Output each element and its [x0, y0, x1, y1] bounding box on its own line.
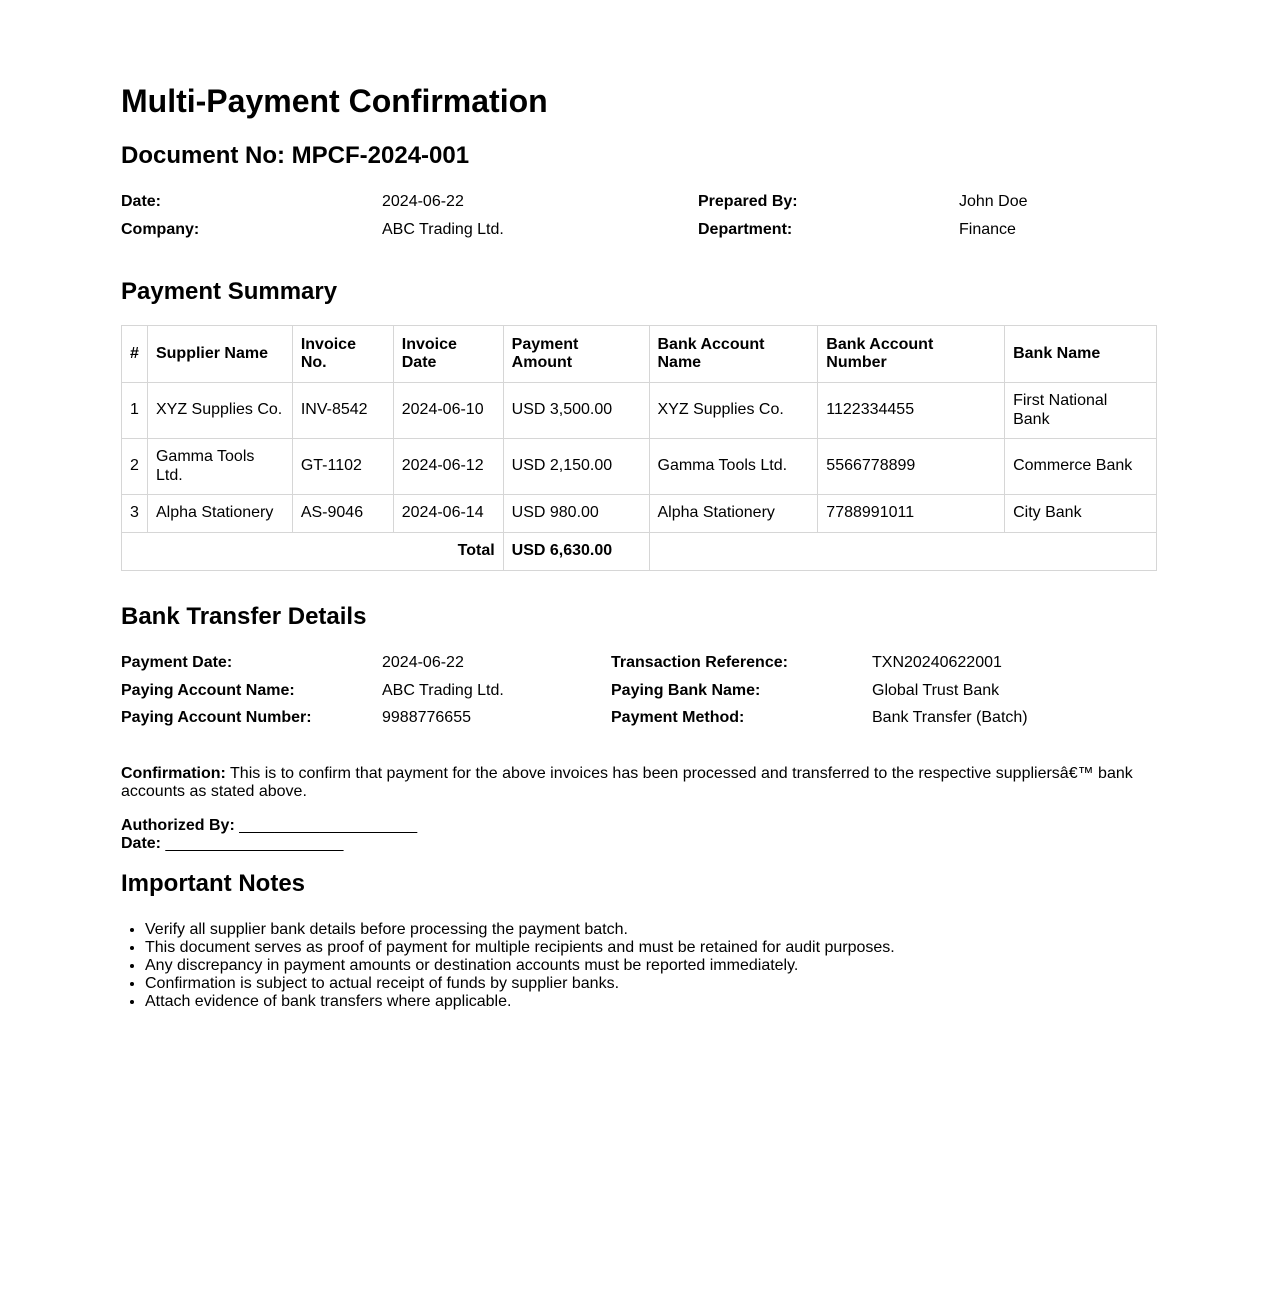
column-header: Bank Account Name: [649, 326, 818, 383]
table-cell: Alpha Stationery: [649, 495, 818, 533]
meta-label: Prepared By:: [698, 193, 798, 210]
table-cell: 1122334455: [818, 383, 1005, 439]
column-header: Supplier Name: [147, 326, 292, 383]
confirmation-statement: [121, 765, 1157, 801]
transfer-row: [121, 709, 1157, 737]
table-cell: 1: [122, 383, 148, 439]
bank-transfer-heading: Bank Transfer Details: [121, 603, 367, 630]
table-cell: USD 2,150.00: [503, 439, 649, 495]
table-cell: Alpha Stationery: [147, 495, 292, 533]
table-cell: Commerce Bank: [1005, 439, 1157, 495]
transfer-value: Global Trust Bank: [872, 681, 1000, 699]
column-header: #: [122, 326, 148, 383]
auth-date-label: Date:: [121, 835, 162, 852]
transfer-value: 9988776655: [382, 709, 471, 726]
table-cell-empty: [649, 533, 1157, 571]
transfer-label: Payment Date:: [121, 654, 233, 671]
table-cell: City Bank: [1005, 495, 1157, 533]
table-cell: Gamma Tools Ltd.: [649, 439, 818, 495]
list-item: • Confirmation is subject to actual receipt of funds by supplier banks.: [145, 975, 895, 993]
transfer-label: Paying Account Name:: [121, 681, 295, 699]
transfer-label: Paying Bank Name:: [611, 681, 761, 699]
table-header-row: [122, 326, 1157, 383]
table-cell: 7788991011: [818, 495, 1005, 533]
table-row: [122, 383, 1157, 439]
column-header: Bank Name: [1005, 326, 1157, 383]
authorization-block: [121, 817, 417, 853]
table-cell: XYZ Supplies Co.: [147, 383, 292, 439]
important-notes-list: [121, 921, 895, 1011]
confirmation-label: Confirmation:: [121, 765, 226, 782]
meta-value: 2024-06-22: [382, 193, 464, 210]
table-total-row: [122, 533, 1157, 571]
document-title: Multi-Payment Confirmation: [121, 83, 548, 119]
list-item: • Attach evidence of bank transfers where applicable.: [145, 993, 895, 1011]
table-cell: USD 3,500.00: [503, 383, 649, 439]
table-cell: 2: [122, 439, 148, 495]
column-header: Payment Amount: [503, 326, 649, 383]
document-meta: [121, 193, 1157, 249]
meta-row: [121, 221, 1157, 249]
meta-row: [121, 193, 1157, 221]
signature-blank: ____________________: [234, 817, 418, 834]
authorized-by-line: [121, 817, 417, 835]
total-label: Total: [122, 533, 504, 571]
bank-transfer-details: [121, 654, 1157, 737]
transfer-label: Payment Method:: [611, 709, 745, 726]
total-value: USD 6,630.00: [503, 533, 649, 571]
transfer-value: Bank Transfer (Batch): [872, 709, 1028, 726]
table-cell: USD 980.00: [503, 495, 649, 533]
table-cell: XYZ Supplies Co.: [649, 383, 818, 439]
table-cell: AS-9046: [292, 495, 393, 533]
authorized-by-label: Authorized By:: [121, 817, 235, 834]
table-cell: INV-8542: [292, 383, 393, 439]
confirmation-text: This is to confirm that payment for the above invoices has been processed and transferred to the respective suppliersâ€™ bank accounts as stated above.: [121, 765, 1133, 800]
table-cell: First National Bank: [1005, 383, 1157, 439]
table-cell: Gamma Tools Ltd.: [147, 439, 292, 495]
payment-summary-heading: Payment Summary: [121, 278, 338, 305]
table-cell: 2024-06-12: [393, 439, 503, 495]
document-number: Document No: MPCF-2024-001: [121, 142, 470, 169]
table-cell: 2024-06-14: [393, 495, 503, 533]
table-cell: 5566778899: [818, 439, 1005, 495]
table-row: [122, 495, 1157, 533]
meta-label: Company:: [121, 221, 200, 238]
transfer-value: 2024-06-22: [382, 654, 464, 671]
meta-label: Date:: [121, 193, 162, 210]
list-item: • Any discrepancy in payment amounts or destination accounts must be reported immediately.: [145, 957, 895, 975]
date-blank: ____________________: [161, 835, 344, 852]
list-item: • Verify all supplier bank details before processing the payment batch.: [145, 921, 895, 939]
meta-value: Finance: [959, 221, 1016, 238]
transfer-value: TXN20240622001: [872, 654, 1002, 671]
meta-value: ABC Trading Ltd.: [382, 221, 504, 238]
meta-value: John Doe: [959, 193, 1028, 210]
meta-label: Department:: [698, 221, 793, 238]
column-header: Bank Account Number: [818, 326, 1005, 383]
table-cell: 2024-06-10: [393, 383, 503, 439]
list-item: • This document serves as proof of payment for multiple recipients and must be retained for audit purposes.: [145, 939, 895, 957]
payment-summary-table: [121, 325, 1157, 571]
column-header: Invoice Date: [393, 326, 503, 383]
transfer-value: ABC Trading Ltd.: [382, 681, 504, 699]
table-row: [122, 439, 1157, 495]
column-header: Invoice No.: [292, 326, 393, 383]
table-cell: 3: [122, 495, 148, 533]
important-notes-heading: Important Notes: [121, 870, 306, 897]
transfer-row: [121, 682, 1157, 710]
transfer-row: [121, 654, 1157, 682]
auth-date-line: [121, 835, 417, 853]
table-cell: GT-1102: [292, 439, 393, 495]
transfer-label: Paying Account Number:: [121, 709, 312, 726]
transfer-label: Transaction Reference:: [611, 654, 788, 671]
